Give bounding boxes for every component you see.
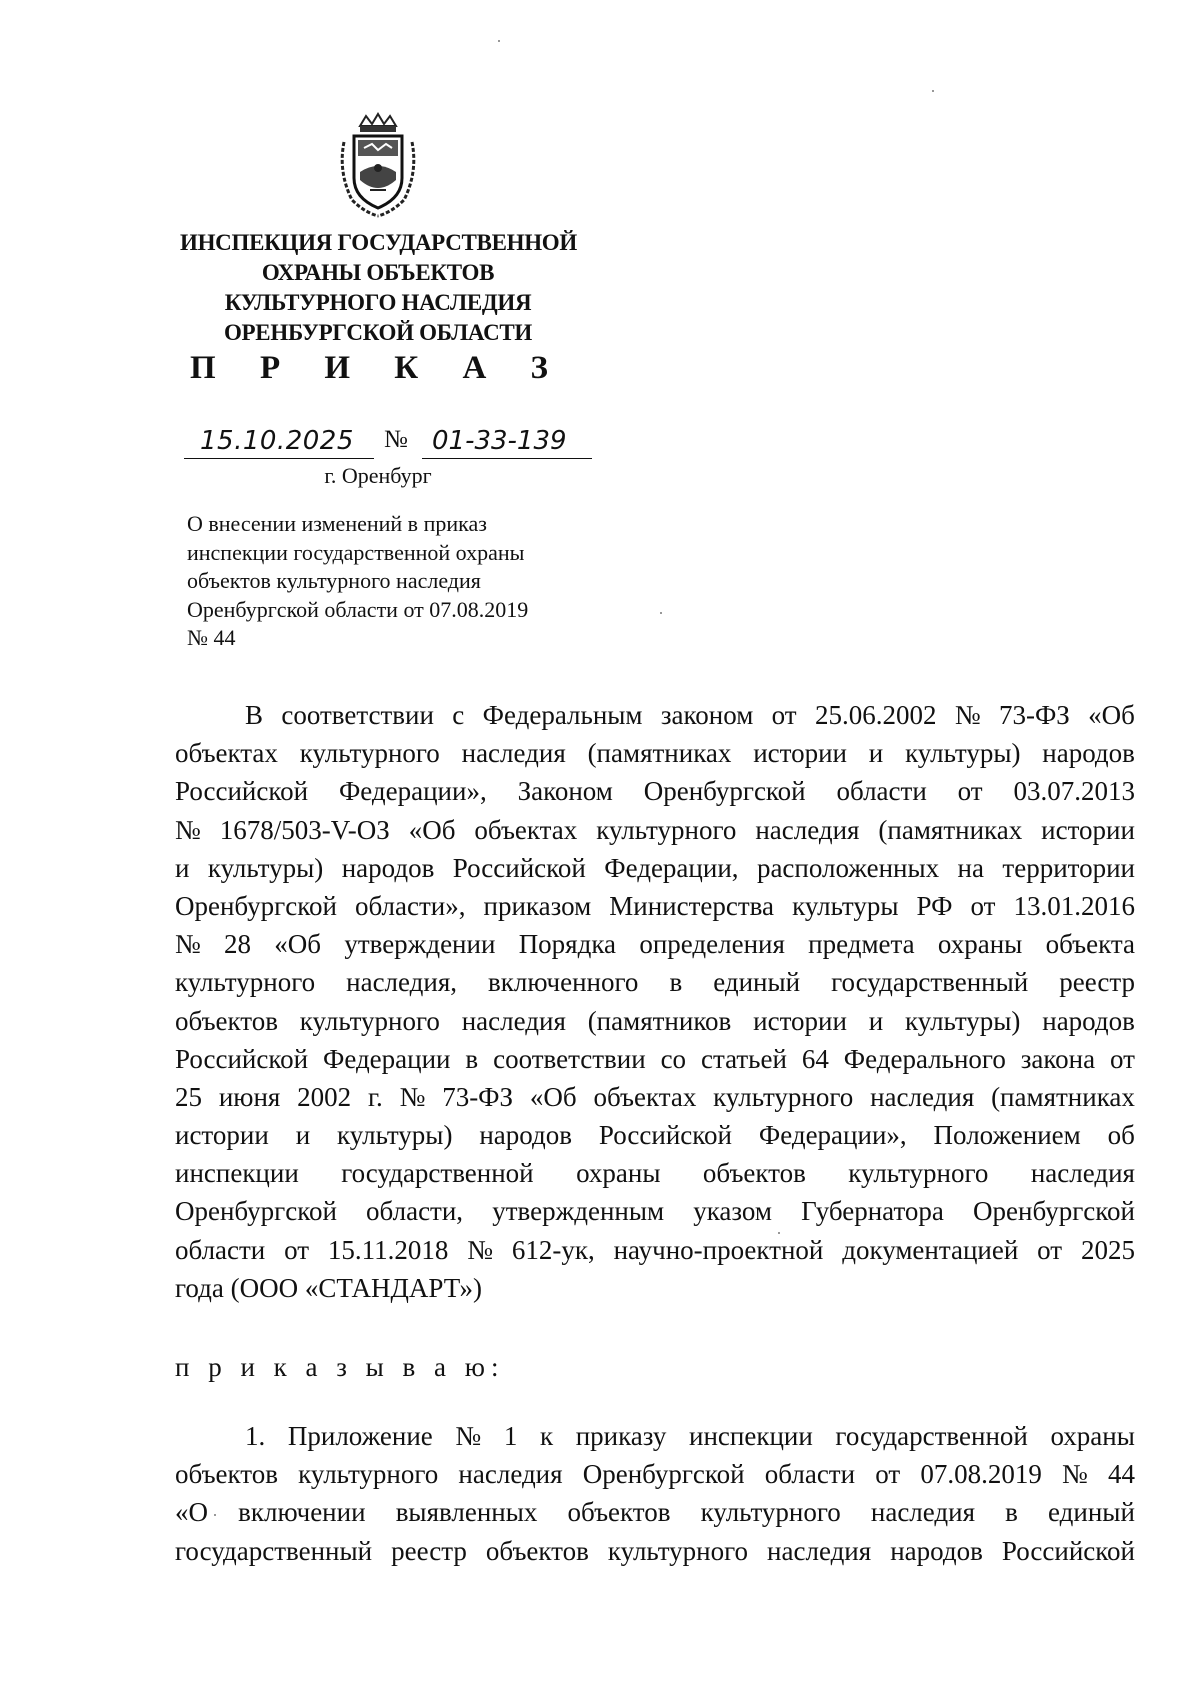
city-label: г. Оренбург <box>324 463 432 488</box>
subject-line: инспекции государственной охраны <box>187 539 525 565</box>
scan-speck <box>498 40 500 42</box>
clause-1-paragraph <box>175 1417 1135 1570</box>
scan-speck <box>660 612 662 614</box>
order-word: п р и к а з ы в а ю: <box>175 1352 505 1382</box>
text-line: государственный реестр объектов культурного наследия народов Российской <box>175 1535 1135 1566</box>
text-line: 1. Приложение № 1 к приказу инспекции государственной охраны <box>245 1421 1135 1451</box>
org-line: ОРЕНБУРГСКОЙ ОБЛАСТИ <box>223 320 533 345</box>
number-sign: № <box>384 426 408 453</box>
subject-line: объектов культурного наследия <box>187 568 481 593</box>
text-line: Оренбургской области», приказом Министерства культуры РФ от 13.01.2016 <box>175 890 1135 921</box>
text-line: инспекции государственной охраны объектов культурного наследия <box>175 1158 1135 1189</box>
text-line: «О включении выявленных объектов культурного наследия в единый <box>175 1497 1135 1528</box>
org-line: КУЛЬТУРНОГО НАСЛЕДИЯ <box>224 290 532 315</box>
text-line: В соответствии с Федеральным законом от 25.06.2002 № 73-ФЗ «Об <box>245 700 1135 730</box>
subject-line: Оренбургской области от 07.08.2019 <box>187 596 529 622</box>
text-line: объектах культурного наследия (памятниках истории и культуры) народов <box>175 738 1135 769</box>
text-line: № 1678/503-V-ОЗ «Об объектах культурного наследия (памятниках истории <box>175 814 1135 845</box>
text-line: истории и культуры) народов Российской Федерации», Положением об <box>175 1120 1135 1151</box>
subject-line: № 44 <box>187 625 236 650</box>
text-line: и культуры) народов Российской Федерации, расположенных на территории <box>175 852 1135 883</box>
text-line: объектов культурного наследия Оренбургской области от 07.08.2019 № 44 <box>175 1459 1135 1490</box>
document-date: 15.10.2025 <box>184 424 374 459</box>
text-line: культурного наследия, включенного в единый государственный реестр <box>175 967 1135 998</box>
document-subject <box>187 510 607 653</box>
preamble-paragraph <box>175 696 1135 1307</box>
text-line: Оренбургской области, утвержденным указом Губернатора Оренбургской <box>175 1196 1135 1227</box>
text-line: Российской Федерации в соответствии со статьей 64 Федерального закона от <box>175 1043 1135 1074</box>
text-line: года (ООО «СТАНДАРТ») <box>175 1272 483 1303</box>
scan-speck <box>778 1232 780 1234</box>
org-line: ИНСПЕКЦИЯ ГОСУДАРСТВЕННОЙ <box>180 230 577 255</box>
scan-speck <box>214 1514 216 1516</box>
document-number: 01-33-139 <box>422 424 592 459</box>
subject-line: О внесении изменений в приказ <box>187 511 487 536</box>
org-line: ОХРАНЫ ОБЪЕКТОВ <box>261 260 495 285</box>
text-line: № 28 «Об утверждении Порядка определения предмета охраны объекта <box>175 929 1135 960</box>
text-line: объектов культурного наследия (памятников истории и культуры) народов <box>175 1005 1135 1036</box>
text-line: области от 15.11.2018 № 612-ук, научно-проектной документацией от 2025 <box>175 1234 1135 1265</box>
text-line: Российской Федерации», Законом Оренбургской области от 03.07.2013 <box>175 776 1135 807</box>
text-line: 25 июня 2002 г. № 73-ФЗ «Об объектах культурного наследия (памятниках <box>175 1081 1135 1112</box>
scan-speck <box>932 90 934 92</box>
document-type-title: П Р И К А З <box>190 350 566 386</box>
date-number-line <box>172 424 592 460</box>
coat-of-arms-icon <box>334 112 422 222</box>
organization-name <box>180 228 576 348</box>
